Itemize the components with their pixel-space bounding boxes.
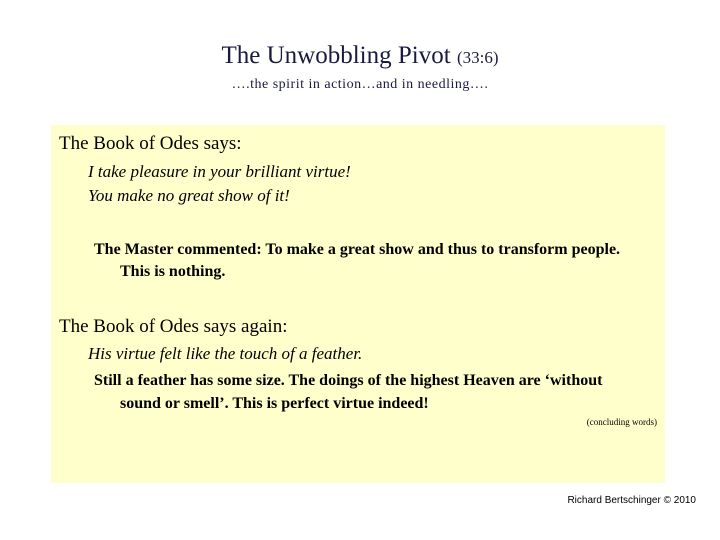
concluding-note: (concluding words) [586, 417, 657, 427]
slide-title [0, 42, 720, 70]
master-comment-line: The Master commented: To make a great show and thus to transform people. [94, 241, 621, 258]
commentary-line: sound or smell’. This is perfect virtue indeed! [120, 395, 429, 412]
slide-title-text: The Unwobbling Pivot [221, 42, 451, 69]
odes-quote-line: I take pleasure in your brilliant virtue! [88, 162, 351, 181]
footer-credit: Richard Bertschinger © 2010 [567, 495, 696, 506]
quote-panel [51, 125, 665, 483]
odes-heading-again: The Book of Odes says again: [59, 316, 288, 337]
odes-quote-line: You make no great show of it! [88, 186, 290, 205]
slide-subtitle: ….the spirit in action…and in needling…. [231, 77, 489, 92]
slide-title-reference: (33:6) [456, 48, 499, 67]
odes-quote-line: His virtue felt like the touch of a feather. [88, 344, 363, 363]
commentary-line: Still a feather has some size. The doings of the highest Heaven are ‘without [94, 372, 603, 389]
odes-heading: The Book of Odes says: [59, 133, 242, 154]
master-comment-line: This is nothing. [120, 263, 226, 280]
